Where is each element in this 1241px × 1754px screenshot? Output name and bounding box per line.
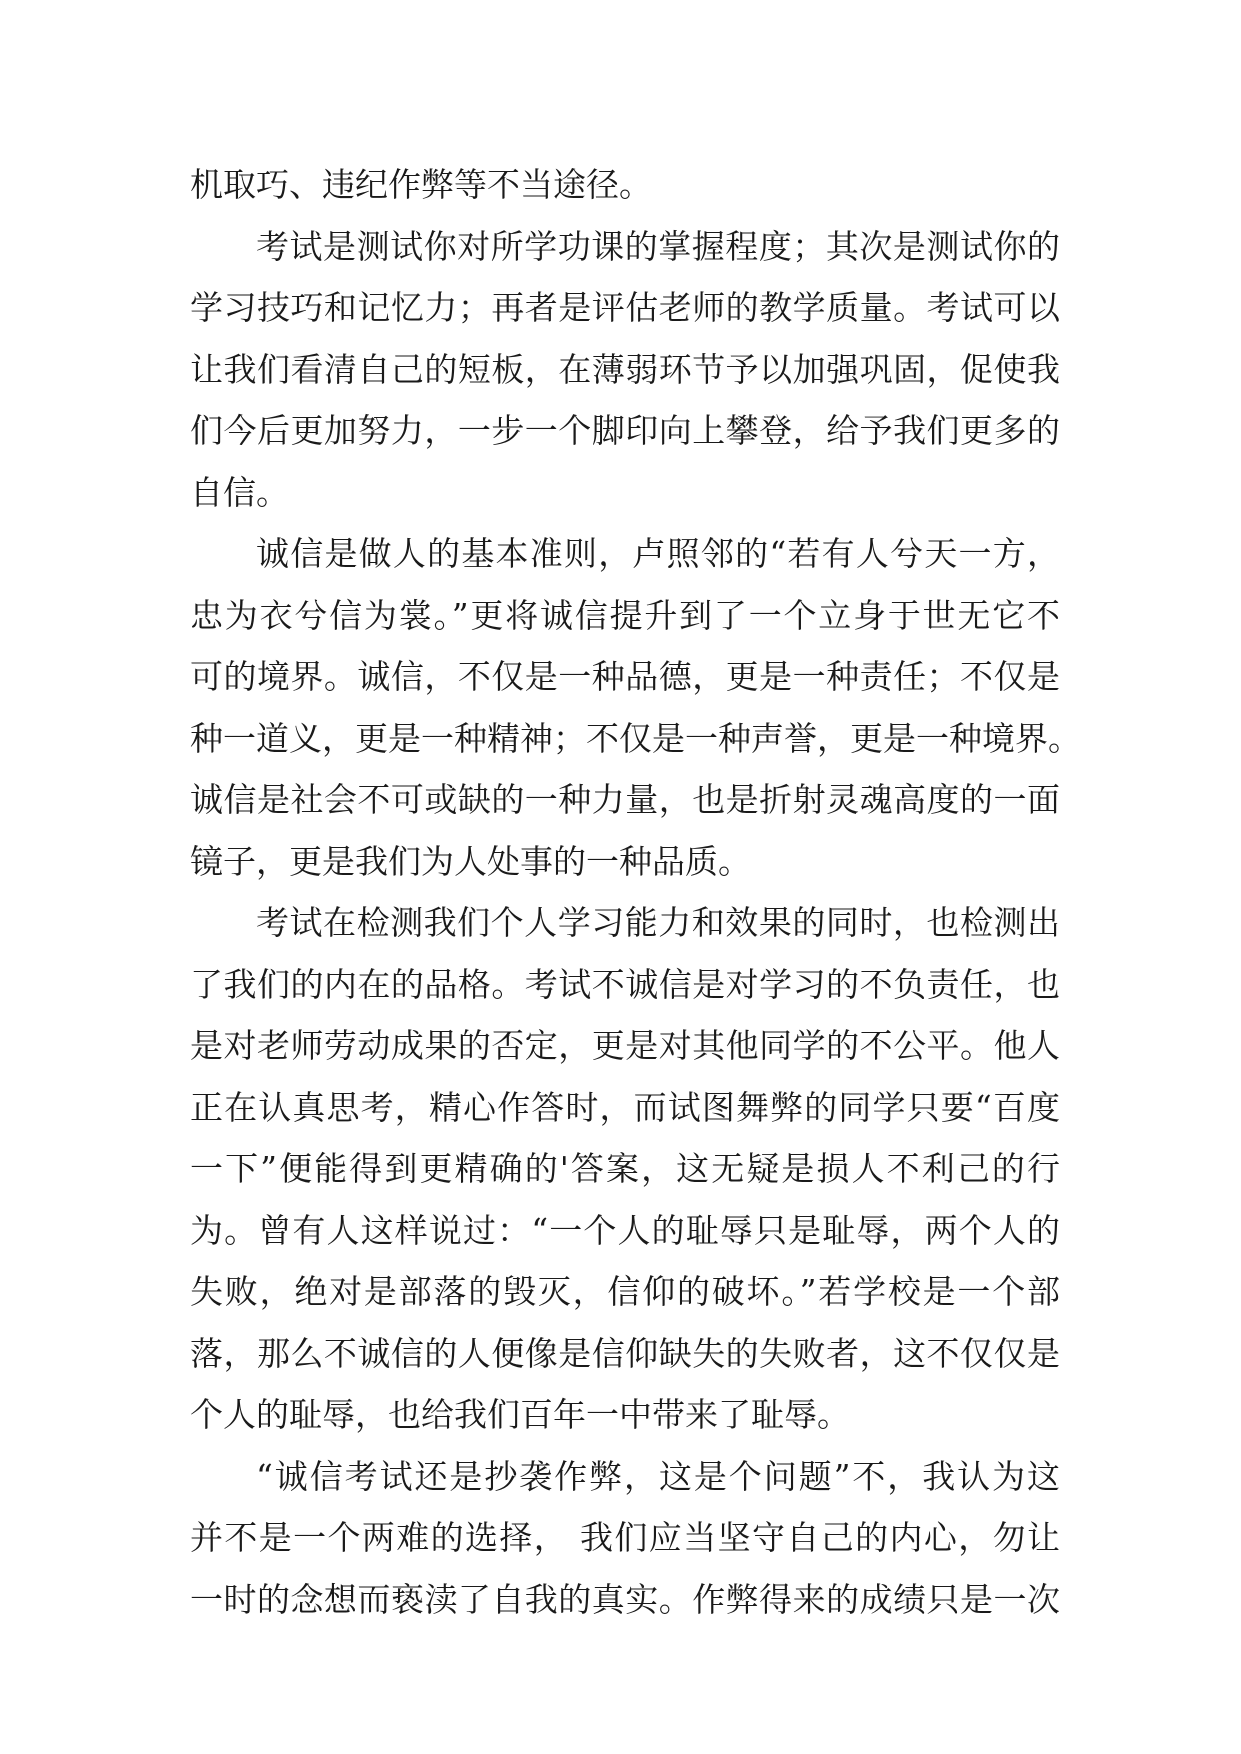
- text-line: 正在认真思考，精心作答时，而试图舞弊的同学只要“百度: [190, 1087, 1060, 1127]
- text-line: 可的境界。诚信，不仅是一种品德，更是一种责任；不仅是: [190, 657, 1060, 696]
- text-line: 一下”便能得到更精确的'答案，这无疑是损人不利己的行: [190, 1149, 1060, 1188]
- text-line: 学习技巧和记忆力；再者是评估老师的教学质量。考试可以: [190, 288, 1060, 327]
- text-line: 诚信是社会不可或缺的一种力量，也是折射灵魂高度的一面: [190, 780, 1060, 819]
- text-line: 考试是测试你对所学功课的掌握程度；其次是测试你的: [256, 226, 1060, 266]
- text-line: 失败，绝对是部落的毁灭，信仰的破坏。”若学校是一个部: [190, 1272, 1060, 1311]
- text-line: 诚信是做人的基本准则，卢照邻的“若有人兮天一方，: [256, 534, 1060, 573]
- text-line: 机取巧、违纪作弊等不当途径。: [190, 165, 652, 204]
- text-line: 个人的耻辱，也给我们百年一中带来了耻辱。: [190, 1395, 850, 1434]
- text-line: 让我们看清自己的短板，在薄弱环节予以加强巩固，促使我: [190, 349, 1060, 389]
- text-line: 忠为衣兮信为裳。”更将诚信提升到了一个立身于世无它不: [190, 595, 1060, 635]
- document-body: [190, 154, 1081, 1630]
- text-line: 为。曾有人这样说过：“一个人的耻辱只是耻辱，两个人的: [190, 1210, 1060, 1250]
- text-line: 自信。: [190, 472, 289, 512]
- text-line: “诚信考试还是抄袭作弊，这是个问题”不，我认为这: [256, 1456, 1060, 1496]
- text-line: 了我们的内在的品格。考试不诚信是对学习的不负责任，也: [190, 964, 1060, 1004]
- text-line: 一时的念想而亵渎了自我的真实。作弊得来的成绩只是一次: [190, 1579, 1060, 1619]
- text-line: 镜子，更是我们为人处事的一种品质。: [190, 841, 751, 881]
- text-line: 并不是一个两难的选择， 我们应当坚守自己的内心，勿让: [190, 1518, 1060, 1557]
- text-line: 落，那么不诚信的人便像是信仰缺失的失败者，这不仅仅是: [190, 1333, 1060, 1373]
- text-line: 是对老师劳动成果的否定，更是对其他同学的不公平。他人: [190, 1026, 1060, 1065]
- text-line: 种一道义，更是一种精神；不仅是一种声誉，更是一种境界。: [190, 718, 1081, 758]
- text-line: 们今后更加努力，一步一个脚印向上攀登，给予我们更多的: [190, 411, 1060, 450]
- text-line: 考试在检测我们个人学习能力和效果的同时，也检测出: [256, 903, 1060, 942]
